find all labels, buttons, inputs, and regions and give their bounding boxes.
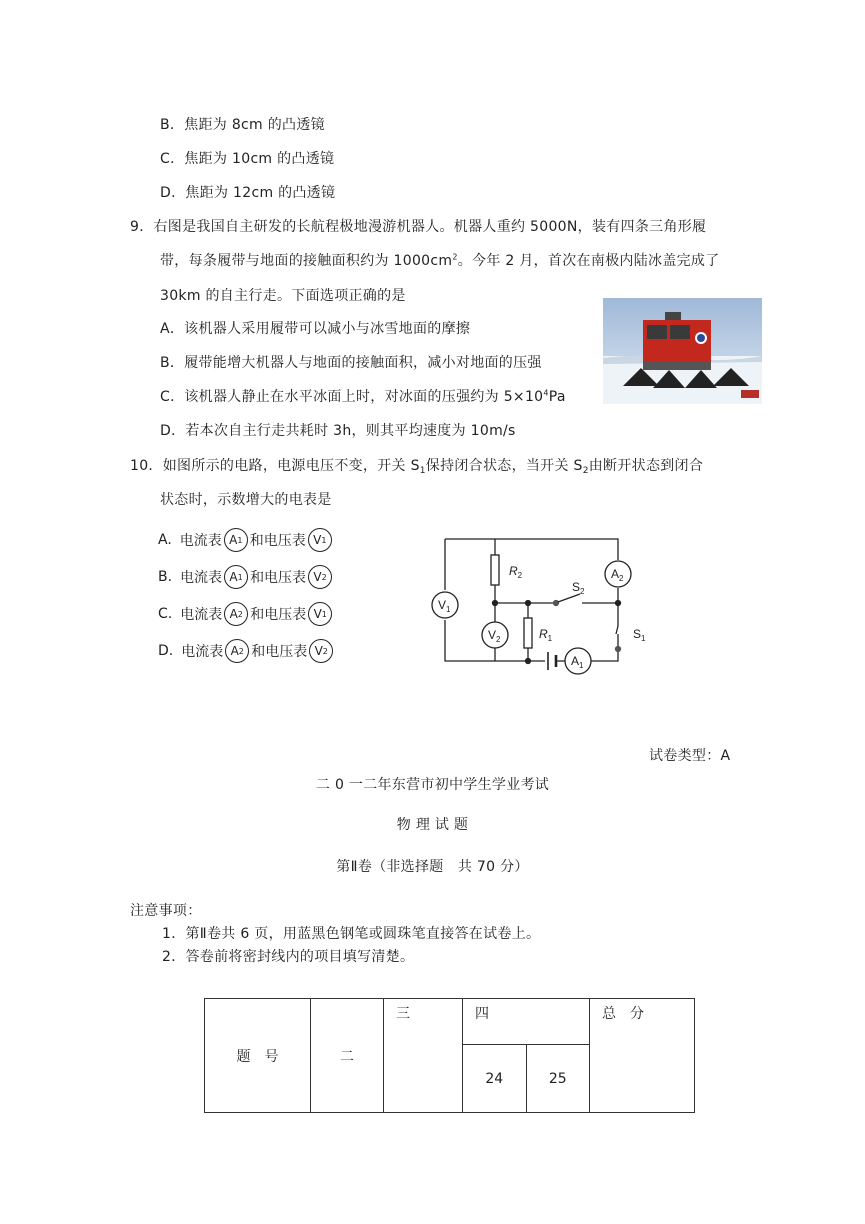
r1-label: $R_1$ bbox=[539, 627, 553, 643]
row-label: 题 号 bbox=[205, 999, 311, 1113]
exam-type: 试卷类型：A bbox=[649, 748, 731, 764]
q10-option-a: A. 电流表 A 1 和电压表 V 1 bbox=[158, 528, 334, 552]
ammeter-icon: A 2 bbox=[225, 639, 249, 663]
col-3: 三 bbox=[384, 999, 463, 1113]
q9-option-d: D．若本次自主行走共耗时 3h，则其平均速度为 10m/s bbox=[160, 423, 516, 439]
voltmeter-icon: V 1 bbox=[308, 602, 332, 626]
v1-label: $V_1$ bbox=[438, 598, 451, 614]
q10-stem-line1: 10．如图所示的电路，电源电压不变，开关 $S_1$保持闭合状态，当开关 $S_2$由断开状态到闭合 bbox=[130, 458, 704, 476]
subject-title: 物 理 试 题 bbox=[396, 817, 469, 833]
r2-label: $R_2$ bbox=[509, 564, 523, 580]
s2-label: $S_2$ bbox=[572, 580, 585, 596]
exam-title: 二 0 一二年东营市初中学生学业考试 bbox=[315, 777, 550, 793]
part-title: 第Ⅱ卷（非选择题 共 70 分） bbox=[336, 859, 529, 875]
q10-option-b: B. 电流表 A 1 和电压表 V 2 bbox=[158, 565, 334, 589]
voltmeter-icon: V 1 bbox=[308, 528, 332, 552]
v2-label: $V_2$ bbox=[488, 628, 501, 644]
ammeter-icon: A 1 bbox=[224, 528, 248, 552]
notice-item-2: 2．答卷前将密封线内的项目填写清楚。 bbox=[162, 949, 415, 965]
robot-photo bbox=[603, 298, 762, 404]
voltmeter-icon: V 2 bbox=[308, 565, 332, 589]
col-4-sub2: 25 bbox=[526, 1045, 590, 1113]
s1-label: $S_1$ bbox=[633, 627, 646, 643]
col-4: 四 bbox=[463, 999, 590, 1045]
voltmeter-icon: V 2 bbox=[309, 639, 333, 663]
q8-option-b: B．焦距为 8cm 的凸透镜 bbox=[160, 117, 325, 133]
q10-stem-line2: 状态时，示数增大的电表是 bbox=[160, 492, 332, 508]
col-4-sub1: 24 bbox=[463, 1045, 527, 1113]
ammeter-icon: A 2 bbox=[224, 602, 248, 626]
a1-label: $A_1$ bbox=[571, 654, 584, 670]
q9-option-b: B．履带能增大机器人与地面的接触面积，减小对地面的压强 bbox=[160, 355, 542, 371]
q9-option-a: A．该机器人采用履带可以减小与冰雪地面的摩擦 bbox=[160, 321, 471, 337]
notice-heading: 注意事项： bbox=[130, 903, 202, 919]
q8-option-c: C．焦距为 10cm 的凸透镜 bbox=[160, 151, 335, 167]
q9-option-c: C．该机器人静止在水平冰面上时，对冰面的压强约为 $5\times 10^4Pa$ bbox=[160, 388, 566, 405]
score-table bbox=[204, 998, 695, 1113]
q9-stem-line2: 带，每条履带与地面的接触面积约为 $1000cm^2$。今年 2 月，首次在南极内陆冰盖完成了 bbox=[160, 252, 720, 269]
notice-item-1: 1．第Ⅱ卷共 6 页，用蓝黑色钢笔或圆珠笔直接答在试卷上。 bbox=[162, 926, 541, 942]
q9-stem-line1: 9．右图是我国自主研发的长航程极地漫游机器人。机器人重约 5000N，装有四条三角形履 bbox=[130, 219, 707, 235]
q9-stem-line3: 30km 的自主行走。下面选项正确的是 bbox=[160, 288, 406, 304]
q10-option-c: C. 电流表 A 2 和电压表 V 1 bbox=[158, 602, 334, 626]
col-2: 二 bbox=[311, 999, 384, 1113]
q8-option-d: D．焦距为 12cm 的凸透镜 bbox=[160, 185, 336, 201]
a2-label: $A_2$ bbox=[611, 567, 624, 583]
q10-option-d: D. 电流表 A 2 和电压表 V 2 bbox=[158, 639, 335, 663]
circuit-diagram bbox=[425, 530, 665, 680]
ammeter-icon: A 1 bbox=[224, 565, 248, 589]
total: 总 分 bbox=[590, 999, 695, 1113]
